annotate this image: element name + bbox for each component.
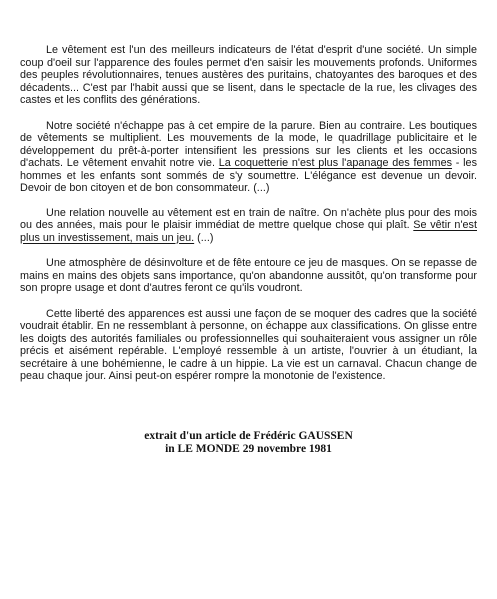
source-line-author: extrait d'un article de Frédéric GAUSSEN <box>144 430 353 442</box>
source-line-publication: in LE MONDE 29 novembre 1981 <box>165 443 332 455</box>
underlined-phrase: La coquetterie n'est plus l'apanage des femmes <box>218 157 453 169</box>
paragraph-3 <box>20 207 477 245</box>
underlined-phrase: Se vêtir n'est plus un investissement, mais un jeu. <box>20 219 477 244</box>
paragraph-text: - les hommes et les enfants sont sommés de s'y soumettre. L'élégance est devenue un devoir. Devoir de bon citoyen et de bon consommateur. (...) <box>20 157 477 194</box>
paragraph-2 <box>20 120 477 195</box>
paragraph-text: Une atmosphère de désinvolture et de fête entoure ce jeu de masques. On se repasse de mains en mains des objets sans importance, qu'on abandonne aussitôt, qu'on transforme pour son propre usage et dont d'autres feront ce qu'ils voudront. <box>20 257 477 294</box>
article-body <box>20 44 477 396</box>
source-citation <box>0 430 497 456</box>
paragraph-text: Cette liberté des apparences est aussi une façon de se moquer des cadres que la société voudrait établir. En ne ressemblant à personne, on échappe aux classifications. On glisse entre les doigts des autorités familiales ou professionnelles qui souhaiteraient vous assigner un rôle précis et aisément repérable. L'employé ressemble à un artiste, l'ouvrier à un étudiant, la secrétaire à une bohémienne, le cadre à un hippie. La vie est un carnaval. Chacun change de peau chaque jour. Ainsi peut-on espérer rompre la monotonie de l'existence. <box>20 307 477 382</box>
paragraph-text: Le vêtement est l'un des meilleurs indicateurs de l'état d'esprit d'une société. Un simple coup d'oeil sur l'apparence des foules permet d'en saisir les mouvements profonds. Uniformes des peuples révolutionnaires, tenues austères des puritains, chatoyantes des baroques et des décadents... C'est par l'habit aussi que se lisent, dans le spectacle de la rue, les clivages des castes et les conflits des générations. <box>20 44 477 106</box>
paragraph-text: (...) <box>194 231 214 244</box>
paragraph-1 <box>20 44 477 107</box>
paragraph-text: Une relation nouvelle au vêtement est en train de naître. On n'achète plus pour des mois ou des années, mais pour le plaisir immédiat de mettre quelque chose qui plaît. <box>20 206 477 231</box>
paragraph-4 <box>20 257 477 295</box>
paragraph-text: Notre société n'échappe pas à cet empire de la parure. Bien au contraire. Les boutiques de vêtements se multiplient. Les mouvements de la mode, le quadrillage publicitaire et le développement du prêt-à-porter intensifient les pressions sur les clients et les occasions d'achats. Le vêtement envahit notre vie. <box>20 119 477 169</box>
paragraph-5 <box>20 308 477 383</box>
